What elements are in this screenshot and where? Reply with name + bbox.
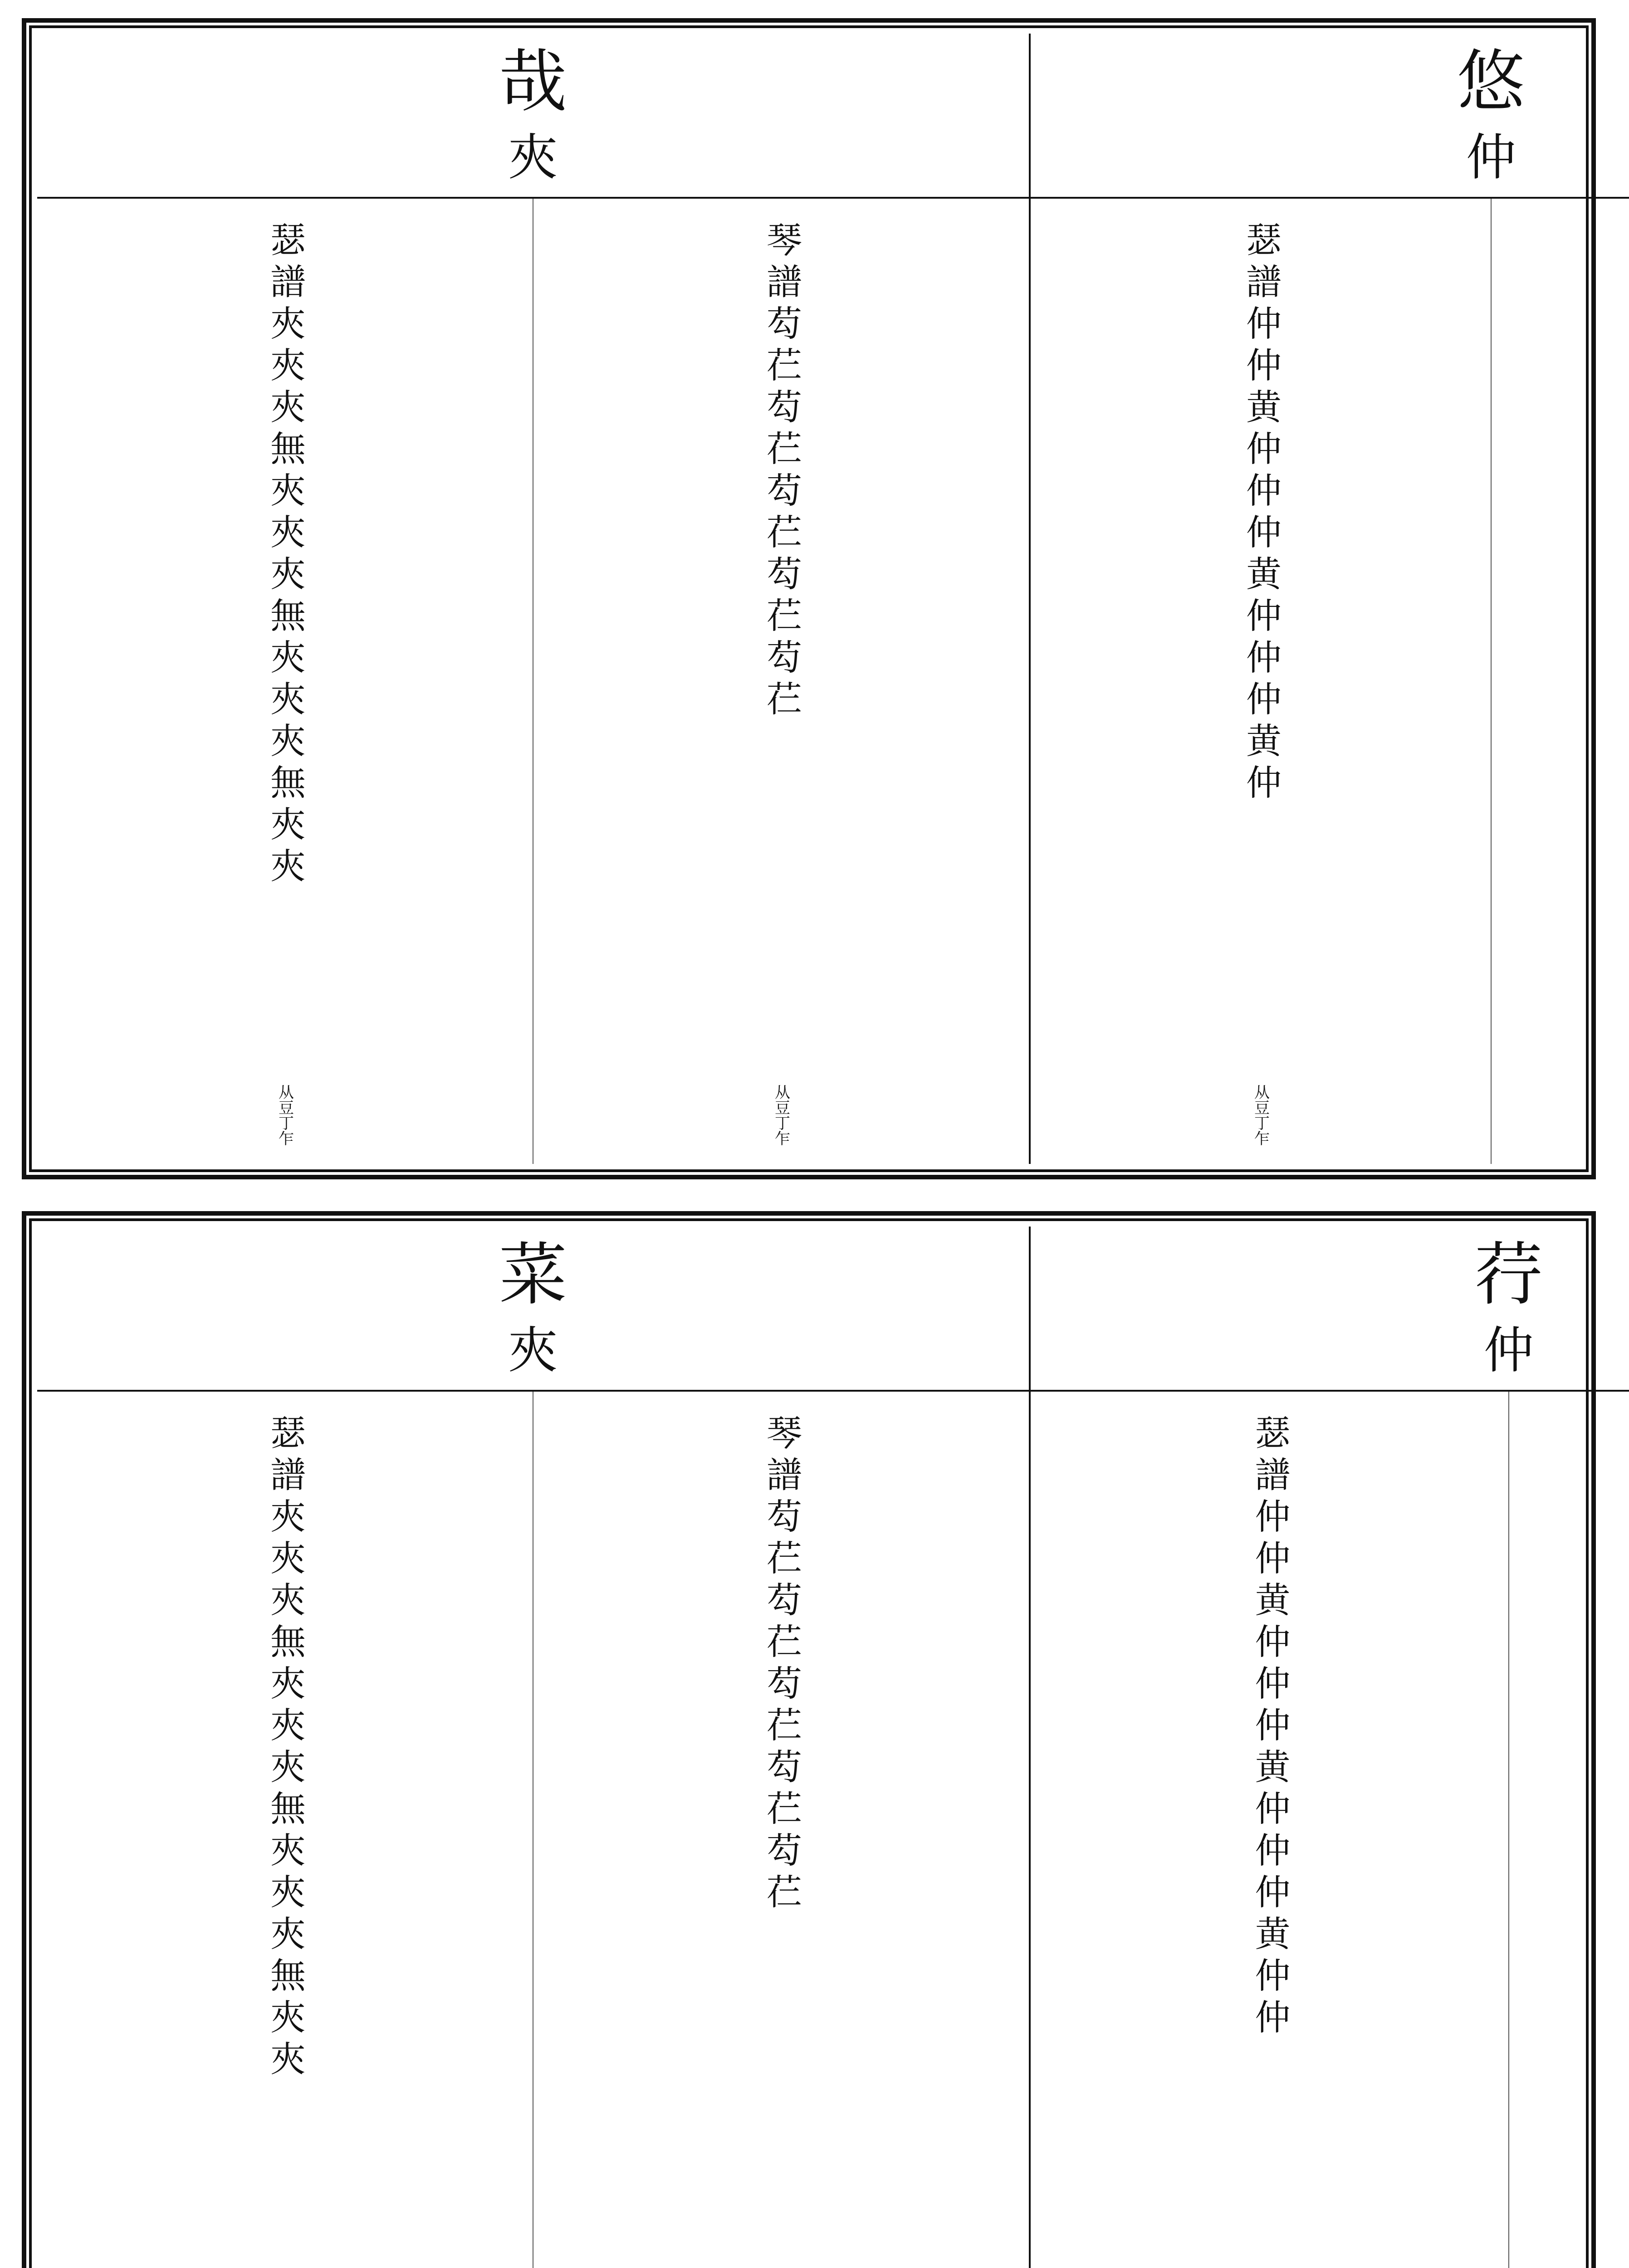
lyric-char: 哉 [499, 42, 567, 122]
group-left-3 [37, 34, 1029, 1164]
se-notation: 瑟譜夾夾夾無夾夾夾無夾夾夾無夾夾 [264, 1414, 305, 2082]
se-note: 从豆丁乍 [275, 1084, 294, 1146]
lyric-char: 菜 [499, 1235, 567, 1315]
qin-notation: 琴譜芶芢芶芢芶芢芶芢芶芢 [761, 221, 802, 722]
group-left-2 [1029, 1227, 1629, 2268]
se-lane [37, 199, 533, 1164]
qin-lane [533, 199, 1029, 1164]
se-lane [1031, 199, 1491, 1164]
qin-lane [1508, 1392, 1629, 2268]
top-sheet [22, 18, 1596, 1179]
qin-notation: 琴譜芶芢芶芢芶芢芶芢芶芢 [761, 1414, 802, 1915]
pitch-char: 夾 [508, 1321, 558, 1379]
pitch-char: 仲 [1466, 128, 1516, 186]
group-header [37, 1227, 1029, 1392]
bottom-sheet [22, 1211, 1596, 2268]
group-left-3 [37, 1227, 1029, 2268]
lyric-char: 荇 [1474, 1235, 1543, 1315]
lyric-char: 悠 [1457, 42, 1525, 122]
group-header [37, 34, 1029, 199]
group-body [1031, 1392, 1629, 2268]
group-header [1031, 1227, 1629, 1392]
group-header [1031, 34, 1629, 199]
group-body [1031, 199, 1629, 1164]
se-lane [1031, 1392, 1508, 2268]
se-lane [37, 1392, 533, 2268]
qin-lane [1491, 199, 1629, 1164]
group-body [37, 199, 1029, 1164]
se-notation: 瑟譜夾夾夾無夾夾夾無夾夾夾無夾夾 [264, 221, 305, 889]
group-left-2 [1029, 34, 1629, 1164]
qin-lane [533, 1392, 1029, 2268]
bottom-columns [37, 1227, 1580, 2268]
group-body [37, 1392, 1029, 2268]
se-notation: 瑟譜仲仲黄仲仲仲黄仲仲仲黄仲 [1240, 221, 1281, 806]
qin-note: 从豆丁乍 [772, 1084, 790, 1146]
se-notation: 瑟譜仲仲黄仲仲仲黄仲仲仲黄仲仲 [1249, 1414, 1290, 2040]
pitch-char: 仲 [1484, 1321, 1534, 1379]
se-note: 从豆丁乍 [1251, 1084, 1270, 1146]
pitch-char: 夾 [508, 128, 558, 186]
top-columns [37, 34, 1580, 1164]
